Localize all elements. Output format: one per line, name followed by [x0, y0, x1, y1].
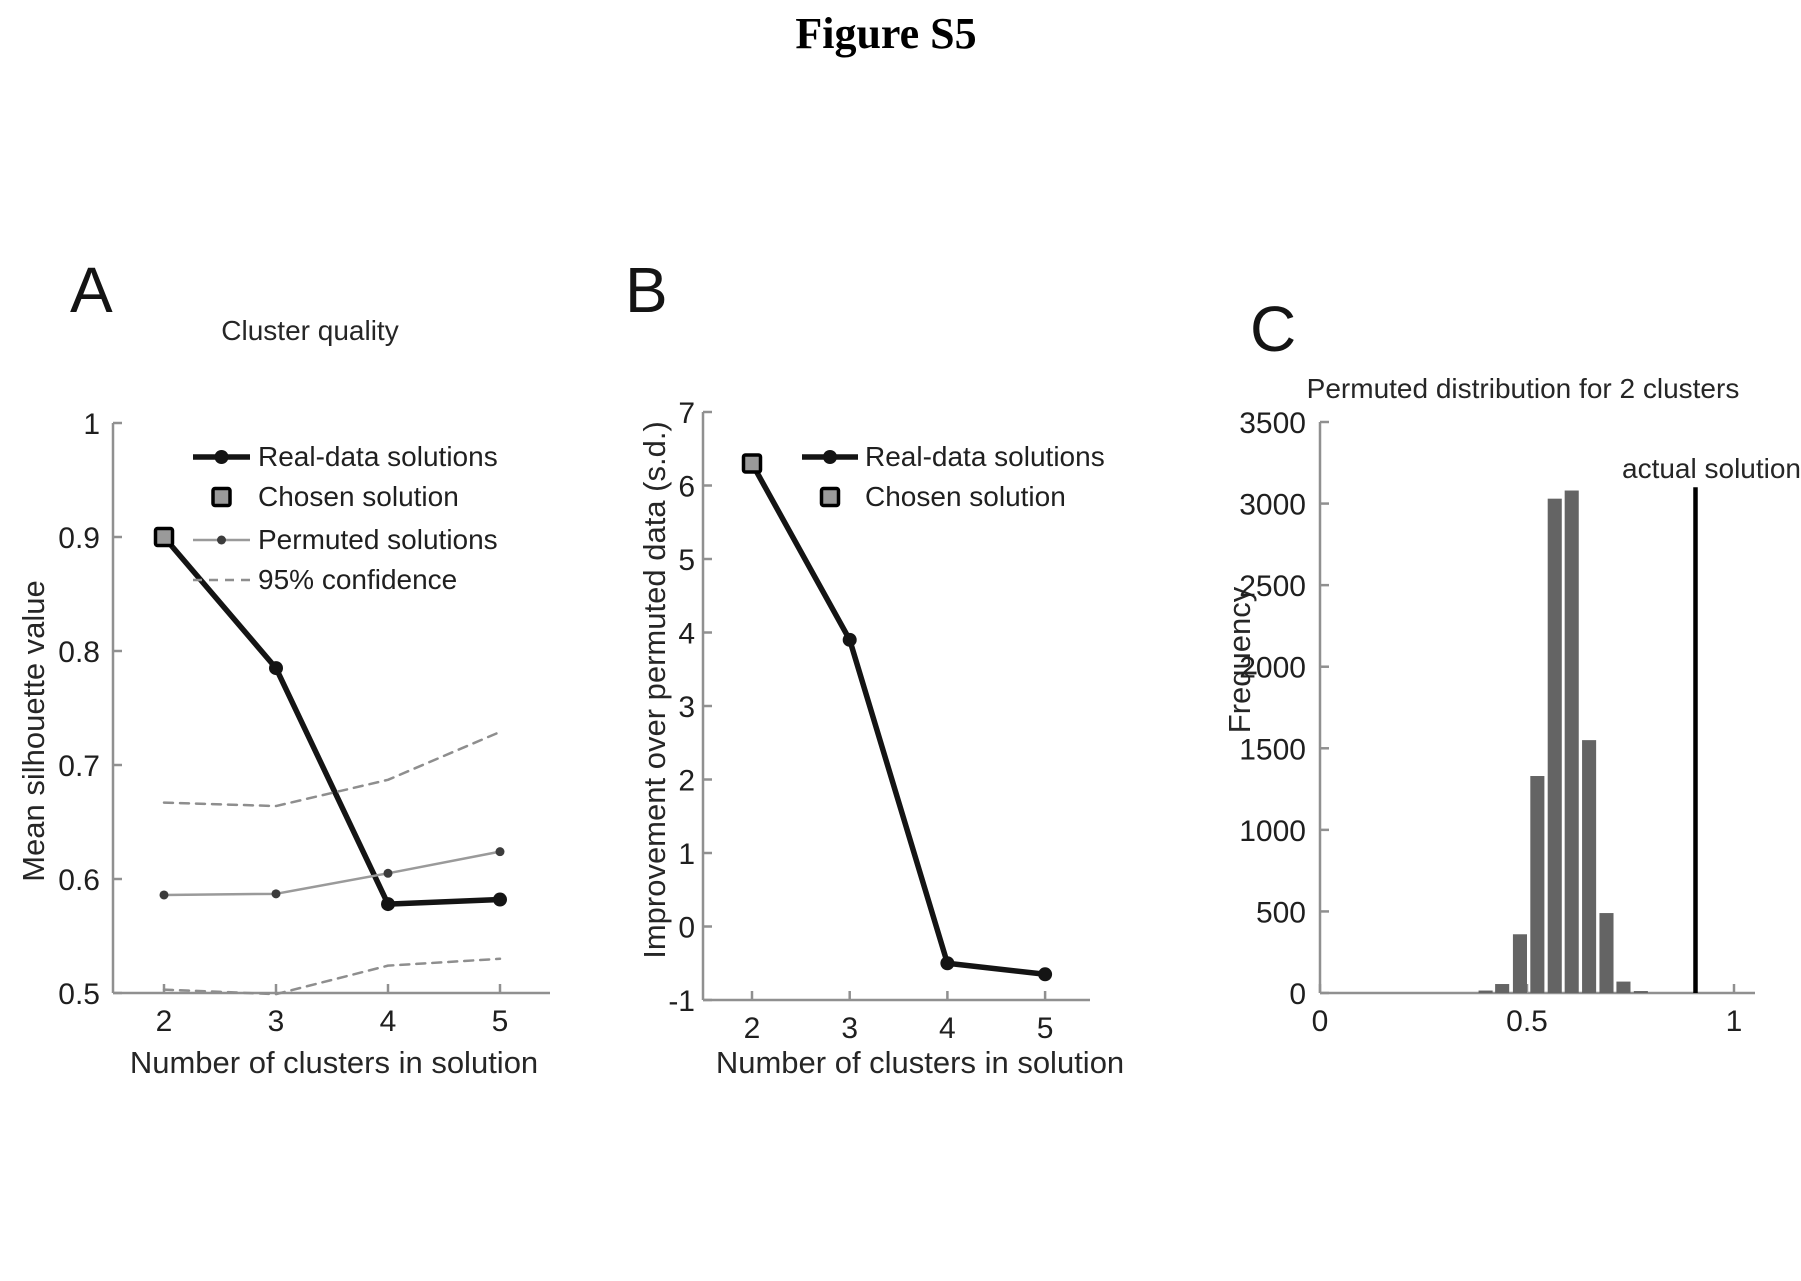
permuted-data-point [272, 889, 281, 898]
legend-label: Real-data solutions [258, 441, 498, 472]
legend-item [193, 564, 457, 595]
series-ci [164, 959, 500, 994]
y-tick-label: 1 [83, 408, 100, 441]
series-real [745, 456, 1052, 981]
series-permuted [160, 847, 505, 899]
panel-a-plot [20, 255, 580, 1095]
y-tick-label: 2 [678, 764, 695, 798]
histogram-bar [1582, 740, 1596, 993]
panel-b-plot [565, 255, 1110, 1095]
axes [1239, 407, 1755, 1038]
real-data-point [493, 893, 507, 907]
legend-item [213, 481, 459, 512]
x-tick-label: 4 [379, 1005, 397, 1038]
y-tick-label: 1500 [1239, 733, 1306, 767]
y-tick-label: 3 [678, 691, 695, 724]
y-tick-label: 3500 [1239, 407, 1306, 440]
chosen-solution-marker [822, 489, 839, 506]
panel-c [1110, 255, 1801, 1095]
x-tick-label: 1 [1725, 1005, 1743, 1038]
x-tick-label: 5 [491, 1005, 509, 1038]
legend [802, 441, 1105, 512]
real-data-point [381, 897, 395, 911]
real-data-point [940, 956, 954, 970]
histogram-bar [1548, 499, 1562, 993]
y-tick-label: 2500 [1239, 570, 1306, 604]
permuted-data-point [160, 890, 169, 899]
chosen-solution-marker [213, 489, 230, 506]
permuted-data-point [217, 536, 226, 545]
y-tick-label: 0.6 [58, 864, 100, 897]
series-ci [164, 732, 500, 806]
y-tick-label: 3000 [1239, 488, 1306, 522]
actual-solution-annotation: actual solution [1622, 453, 1801, 484]
y-tick-label: 6 [678, 470, 695, 504]
histogram-bar [1495, 984, 1509, 993]
permuted-data-point [496, 847, 505, 856]
panel-b-xlabel: Number of clusters in solution [715, 1045, 1125, 1080]
panel-a-letter: A [70, 254, 113, 326]
x-tick-label: 0.5 [1506, 1005, 1548, 1038]
panel-b-letter: B [625, 254, 668, 326]
legend-item [193, 441, 498, 472]
legend-label: Chosen solution [865, 481, 1066, 512]
real-data-point [215, 450, 229, 464]
legend-label: 95% confidence [258, 564, 458, 595]
panel-c-title: Permuted distribution for 2 clusters [1306, 373, 1740, 404]
histogram [1479, 491, 1648, 993]
histogram-bar [1616, 982, 1630, 993]
y-tick-label: 2000 [1239, 651, 1306, 685]
y-tick-label: 0 [1289, 978, 1306, 1011]
x-tick-label: 0 [1311, 1005, 1329, 1038]
panel-c-ylabel: Frequency [1222, 586, 1257, 734]
x-tick-label: 3 [267, 1005, 285, 1038]
histogram-bar [1530, 776, 1544, 993]
real-data-point [823, 450, 837, 464]
histogram-bar [1479, 991, 1493, 993]
panel-b-ylabel: Improvement over permuted data (s.d.) [637, 421, 672, 959]
legend [193, 441, 498, 595]
x-tick-label: 2 [155, 1005, 173, 1038]
y-tick-label: 7 [678, 397, 695, 430]
real-data-point [269, 661, 283, 675]
panel-a-title: Cluster quality [221, 315, 399, 346]
y-tick-label: 5 [678, 544, 695, 577]
legend-item [193, 524, 498, 555]
legend-label: Chosen solution [258, 481, 459, 512]
chosen-solution-marker [744, 455, 761, 472]
real-data-point [843, 633, 857, 647]
panel-b [565, 254, 1125, 1095]
panel-c-plot [1110, 255, 1801, 1095]
figure-title: Figure S5 [795, 9, 977, 58]
real-data-point [1038, 967, 1052, 981]
histogram-bar [1565, 491, 1579, 993]
y-tick-label: 0.7 [58, 750, 100, 783]
y-tick-label: 1000 [1239, 814, 1306, 848]
legend-item [822, 481, 1066, 512]
histogram-bar [1634, 991, 1648, 993]
y-tick-label: 500 [1255, 896, 1306, 930]
legend-label: Real-data solutions [865, 441, 1105, 472]
y-tick-label: 1 [678, 838, 695, 871]
y-tick-label: 0 [678, 911, 695, 945]
histogram-bar [1599, 913, 1613, 993]
y-tick-label: 0.5 [58, 978, 100, 1011]
series-line [164, 852, 500, 895]
permuted-data-point [384, 869, 393, 878]
y-tick-label: 0.8 [58, 636, 100, 669]
y-tick-label: 0.9 [58, 522, 100, 555]
series-line [752, 463, 1045, 974]
panel-a-xlabel: Number of clusters in solution [129, 1045, 539, 1080]
y-tick-label: -1 [668, 985, 695, 1018]
panel-c-letter: C [1250, 293, 1297, 365]
series-line [164, 959, 500, 994]
panel-a-ylabel: Mean silhouette value [16, 580, 51, 882]
x-tick-label: 2 [743, 1012, 761, 1045]
x-tick-label: 3 [841, 1012, 859, 1045]
legend-item [802, 441, 1105, 472]
x-tick-label: 5 [1036, 1012, 1054, 1045]
histogram-bar [1513, 934, 1527, 993]
x-tick-label: 4 [939, 1012, 956, 1045]
series-line [164, 732, 500, 806]
legend-label: Permuted solutions [258, 524, 498, 555]
chosen-solution-marker [156, 529, 173, 546]
panel-a [16, 254, 580, 1095]
y-tick-label: 4 [678, 617, 695, 651]
